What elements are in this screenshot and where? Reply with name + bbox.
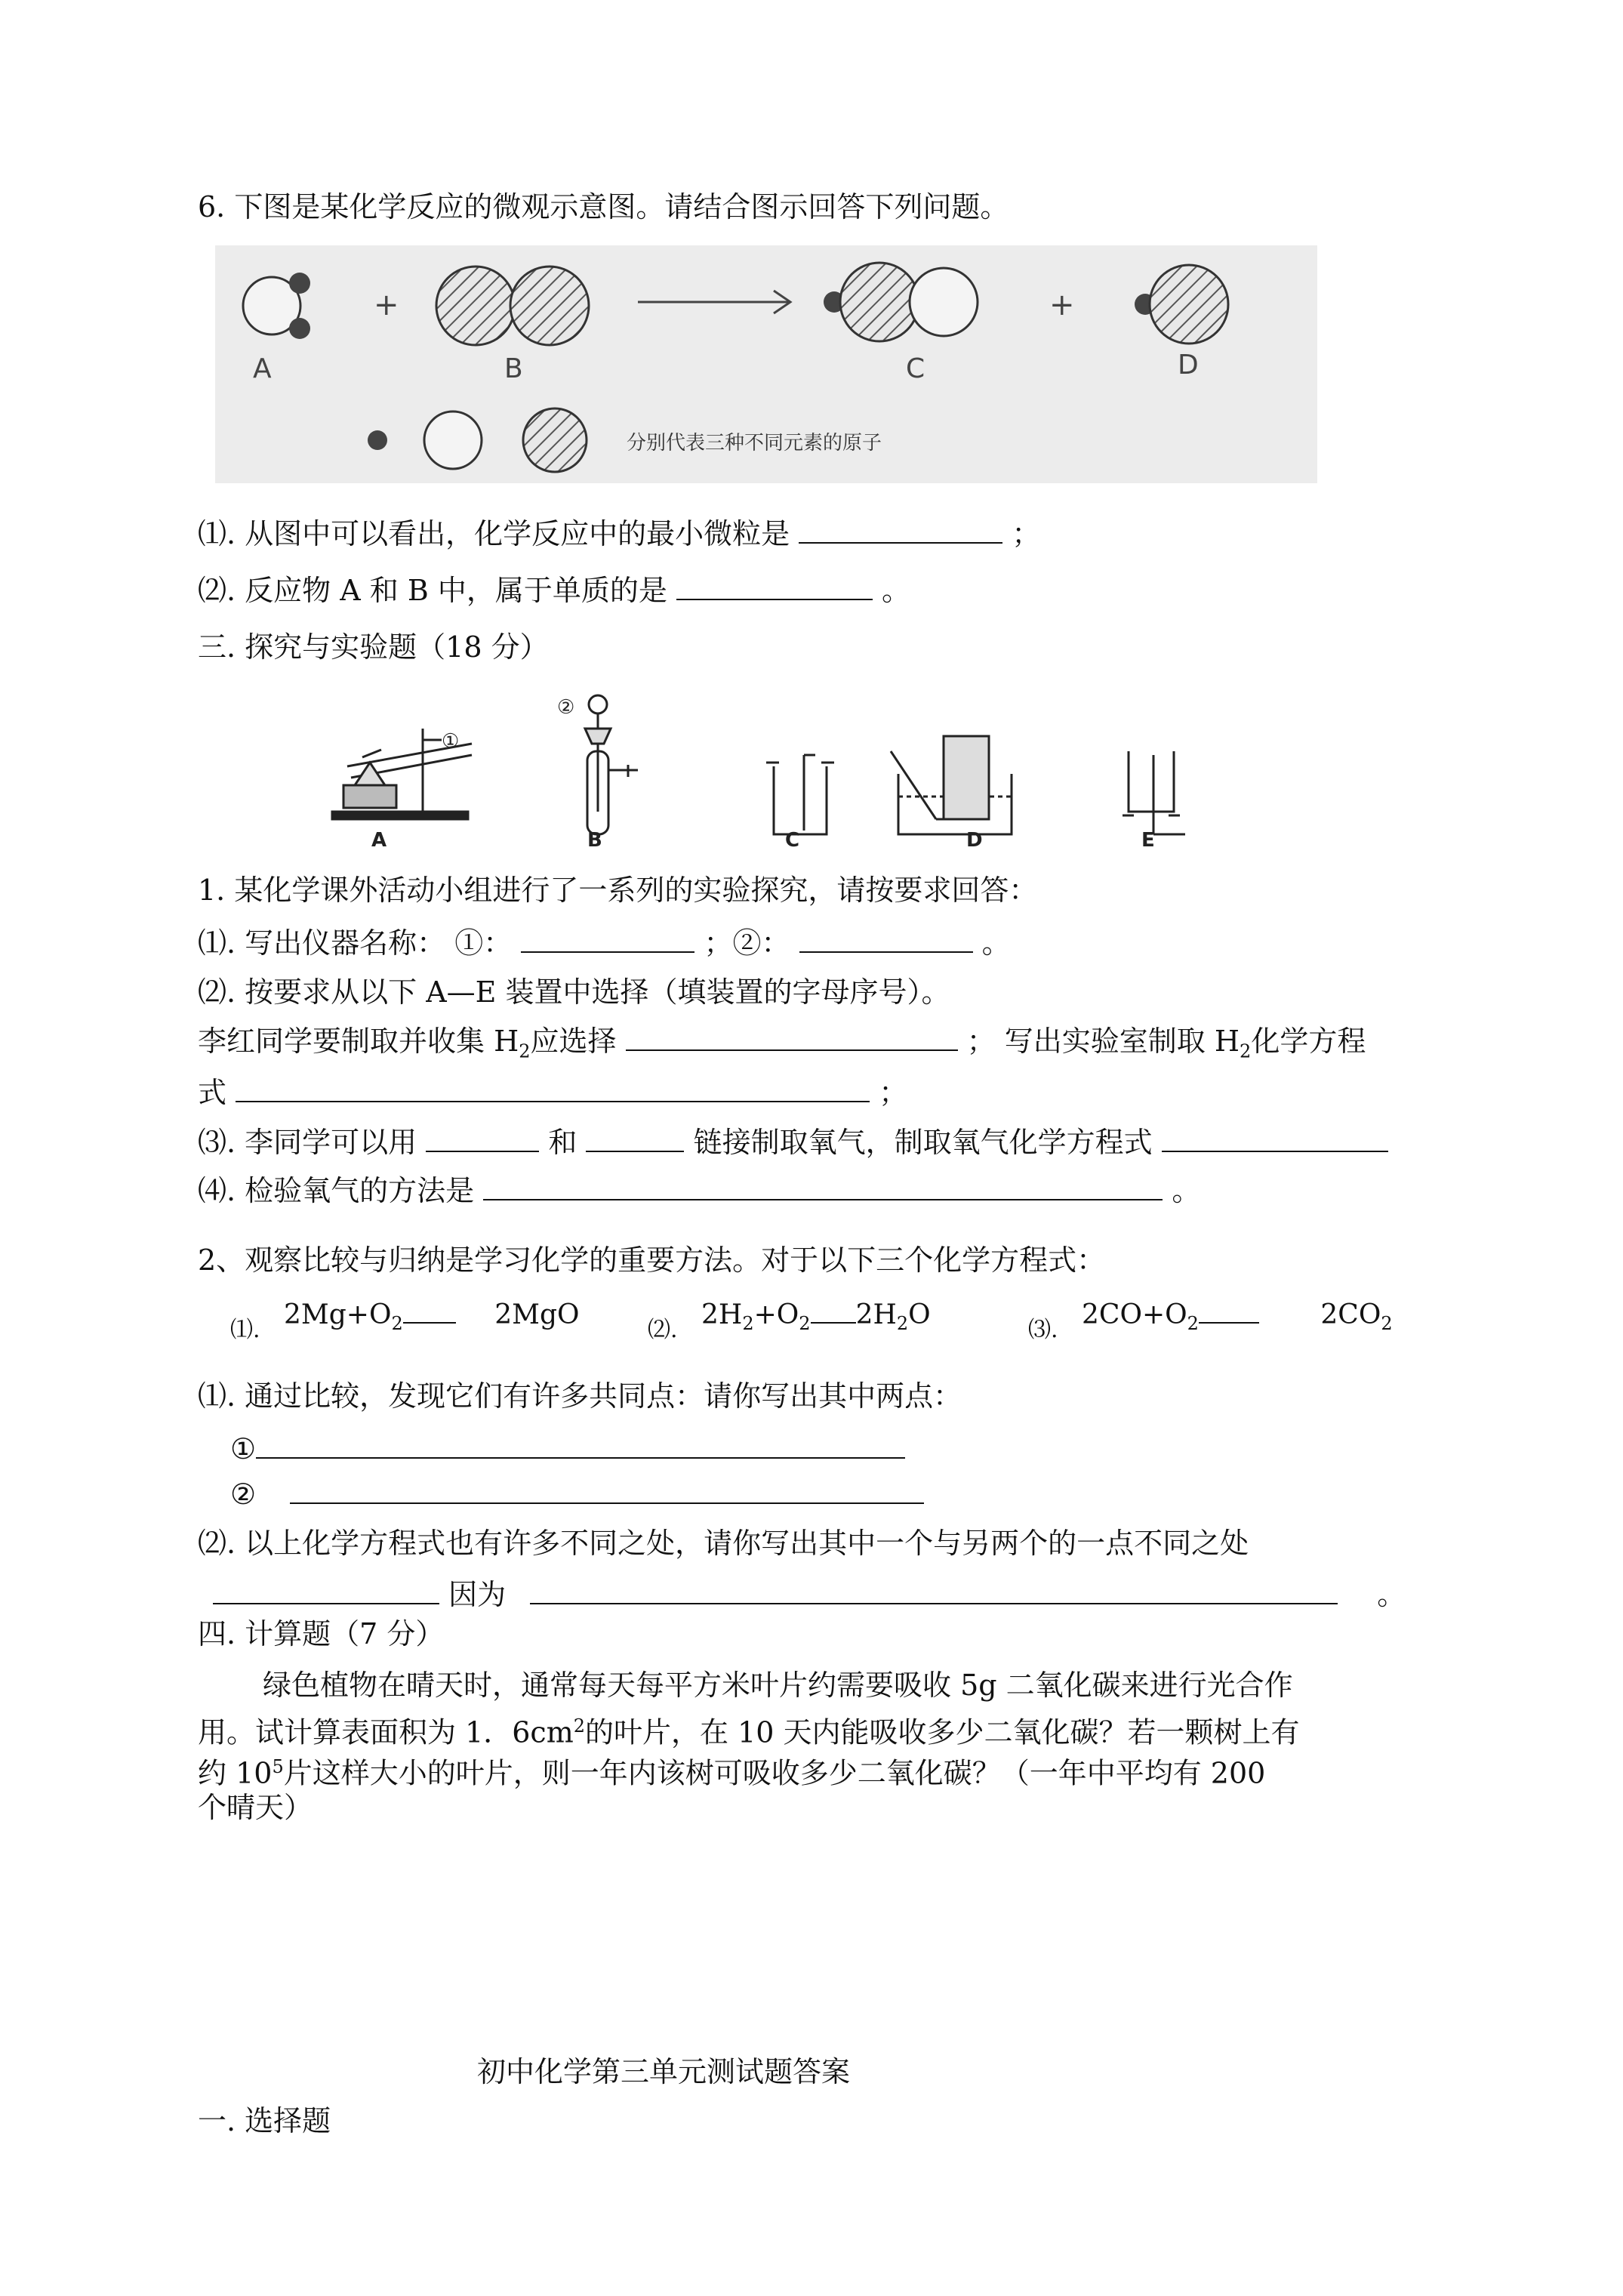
label-a: A — [253, 353, 272, 384]
apparatus-diagram — [317, 683, 1208, 849]
section4-line-3: 约 $10^5$片这样大小的叶片，则一年内该树可吸收多少二氧化碳？（一年中平均有 200 — [198, 1756, 1266, 1790]
section3-title: 三. 探究与实验题（18 分） — [198, 630, 549, 664]
q1-4: ⑷. 检验氧气的方法是 。 — [198, 1170, 1200, 1209]
apparatus-d — [891, 736, 1012, 834]
apparatus-label-e: E — [1141, 829, 1155, 849]
answers-title: 初中化学第三单元测试题答案 — [477, 2055, 851, 2088]
answer-blank-common-1[interactable] — [256, 1428, 905, 1459]
reaction-diagram — [215, 245, 1317, 483]
plus-1: + — [374, 288, 399, 322]
apparatus-b — [585, 695, 638, 834]
apparatus-mark-2: ② — [557, 696, 575, 719]
equation-2-sign — [811, 1296, 856, 1324]
answer-blank-o2-apparatus-1[interactable] — [426, 1122, 539, 1152]
apparatus-mark-1: ① — [442, 730, 460, 753]
label-c: C — [906, 353, 925, 384]
answer-blank-q6-2[interactable] — [676, 570, 873, 600]
q2-1-point-2: ② — [230, 1474, 924, 1512]
apparatus-label-c: C — [785, 829, 800, 849]
plus-2: + — [1049, 288, 1075, 322]
q2-2: ⑵. 以上化学方程式也有许多不同之处，请你写出其中一个与另两个的一点不同之处 — [198, 1527, 1249, 1560]
equation-3: ⑶. $2CO+O_2$ $2CO_2$ — [1028, 1310, 1393, 1348]
answer-blank-instrument-1[interactable] — [521, 923, 694, 953]
apparatus-c — [766, 755, 834, 834]
q1-2: ⑵. 按要求从以下 A—E 装置中选择（填装置的字母序号）。 — [198, 975, 950, 1009]
section4-line-2: 用。试计算表面积为 1．$6cm^2$的叶片，在 10 天内能吸收多少二氧化碳？若一颗树上有 — [198, 1715, 1300, 1749]
answer-blank-reason[interactable] — [530, 1574, 1338, 1604]
q1-2-line2: 式 ； — [198, 1072, 907, 1111]
q1-2-line1: 李红同学要制取并收集 $H_2$应选择 ； 写出实验室制取 $H_2$化学方程 — [198, 1021, 1366, 1070]
equation-3-sign — [1199, 1296, 1259, 1324]
q6-sub2: ⑵. 反应物 A 和 B 中，属于单质的是 。 — [198, 570, 910, 609]
q2-1-point-1: ① — [230, 1428, 905, 1467]
answer-blank-h2-apparatus[interactable] — [626, 1021, 958, 1051]
apparatus-label-a: A — [371, 829, 387, 849]
q2-1: ⑴. 通过比较，发现它们有许多共同点：请你写出其中两点： — [198, 1379, 962, 1413]
answers-section-1: 一. 选择题 — [198, 2104, 331, 2137]
equation-2: ⑵. $2H_2+O_2$ $2H_2O$ — [648, 1310, 931, 1348]
apparatus-label-d: D — [966, 829, 983, 849]
molecule-a — [243, 273, 310, 339]
answer-blank-o2-equation[interactable] — [1162, 1122, 1388, 1152]
q6-title: 6. 下图是某化学反应的微观示意图。请结合图示回答下列问题。 — [198, 190, 1009, 223]
q1-1: ⑴. 写出仪器名称： ①： ；②： 。 — [198, 923, 1011, 961]
q2-intro: 2、观察比较与归纳是学习化学的重要方法。对于以下三个化学方程式： — [198, 1244, 1106, 1277]
answer-blank-o2-test[interactable] — [483, 1170, 1163, 1200]
q6-sub1: ⑴. 从图中可以看出，化学反应中的最小微粒是 ； — [198, 513, 1040, 552]
section4-line-4: 个晴天） — [198, 1791, 313, 1824]
section4-title: 四. 计算题（7 分） — [198, 1617, 445, 1650]
label-b: B — [504, 353, 523, 384]
q2-2-answer: 因为 。 — [213, 1574, 1406, 1613]
answer-blank-common-2[interactable] — [290, 1474, 924, 1504]
section4-line-1: 绿色植物在晴天时，通常每天每平方米叶片约需要吸收 5g 二氧化碳来进行光合作 — [263, 1669, 1293, 1702]
equation-1-sign — [403, 1296, 456, 1324]
answer-blank-q6-1[interactable] — [799, 513, 1002, 544]
apparatus-e — [1123, 751, 1185, 834]
answer-blank-h2-equation[interactable] — [236, 1072, 870, 1102]
answer-blank-difference[interactable] — [213, 1574, 439, 1604]
label-d: D — [1178, 350, 1199, 381]
equation-1: ⑴. $2Mg+O_2$ 2MgO — [230, 1310, 580, 1348]
q1-intro: 1. 某化学课外活动小组进行了一系列的实验探究，请按要求回答： — [198, 874, 1038, 907]
legend-text: 分别代表三种不同元素的原子 — [627, 432, 882, 455]
answer-blank-o2-apparatus-2[interactable] — [586, 1122, 684, 1152]
q1-3: ⑶. 李同学可以用 和 链接制取氧气，制取氧气化学方程式 — [198, 1122, 1388, 1160]
answer-blank-instrument-2[interactable] — [799, 923, 973, 953]
apparatus-label-b: B — [587, 829, 602, 849]
